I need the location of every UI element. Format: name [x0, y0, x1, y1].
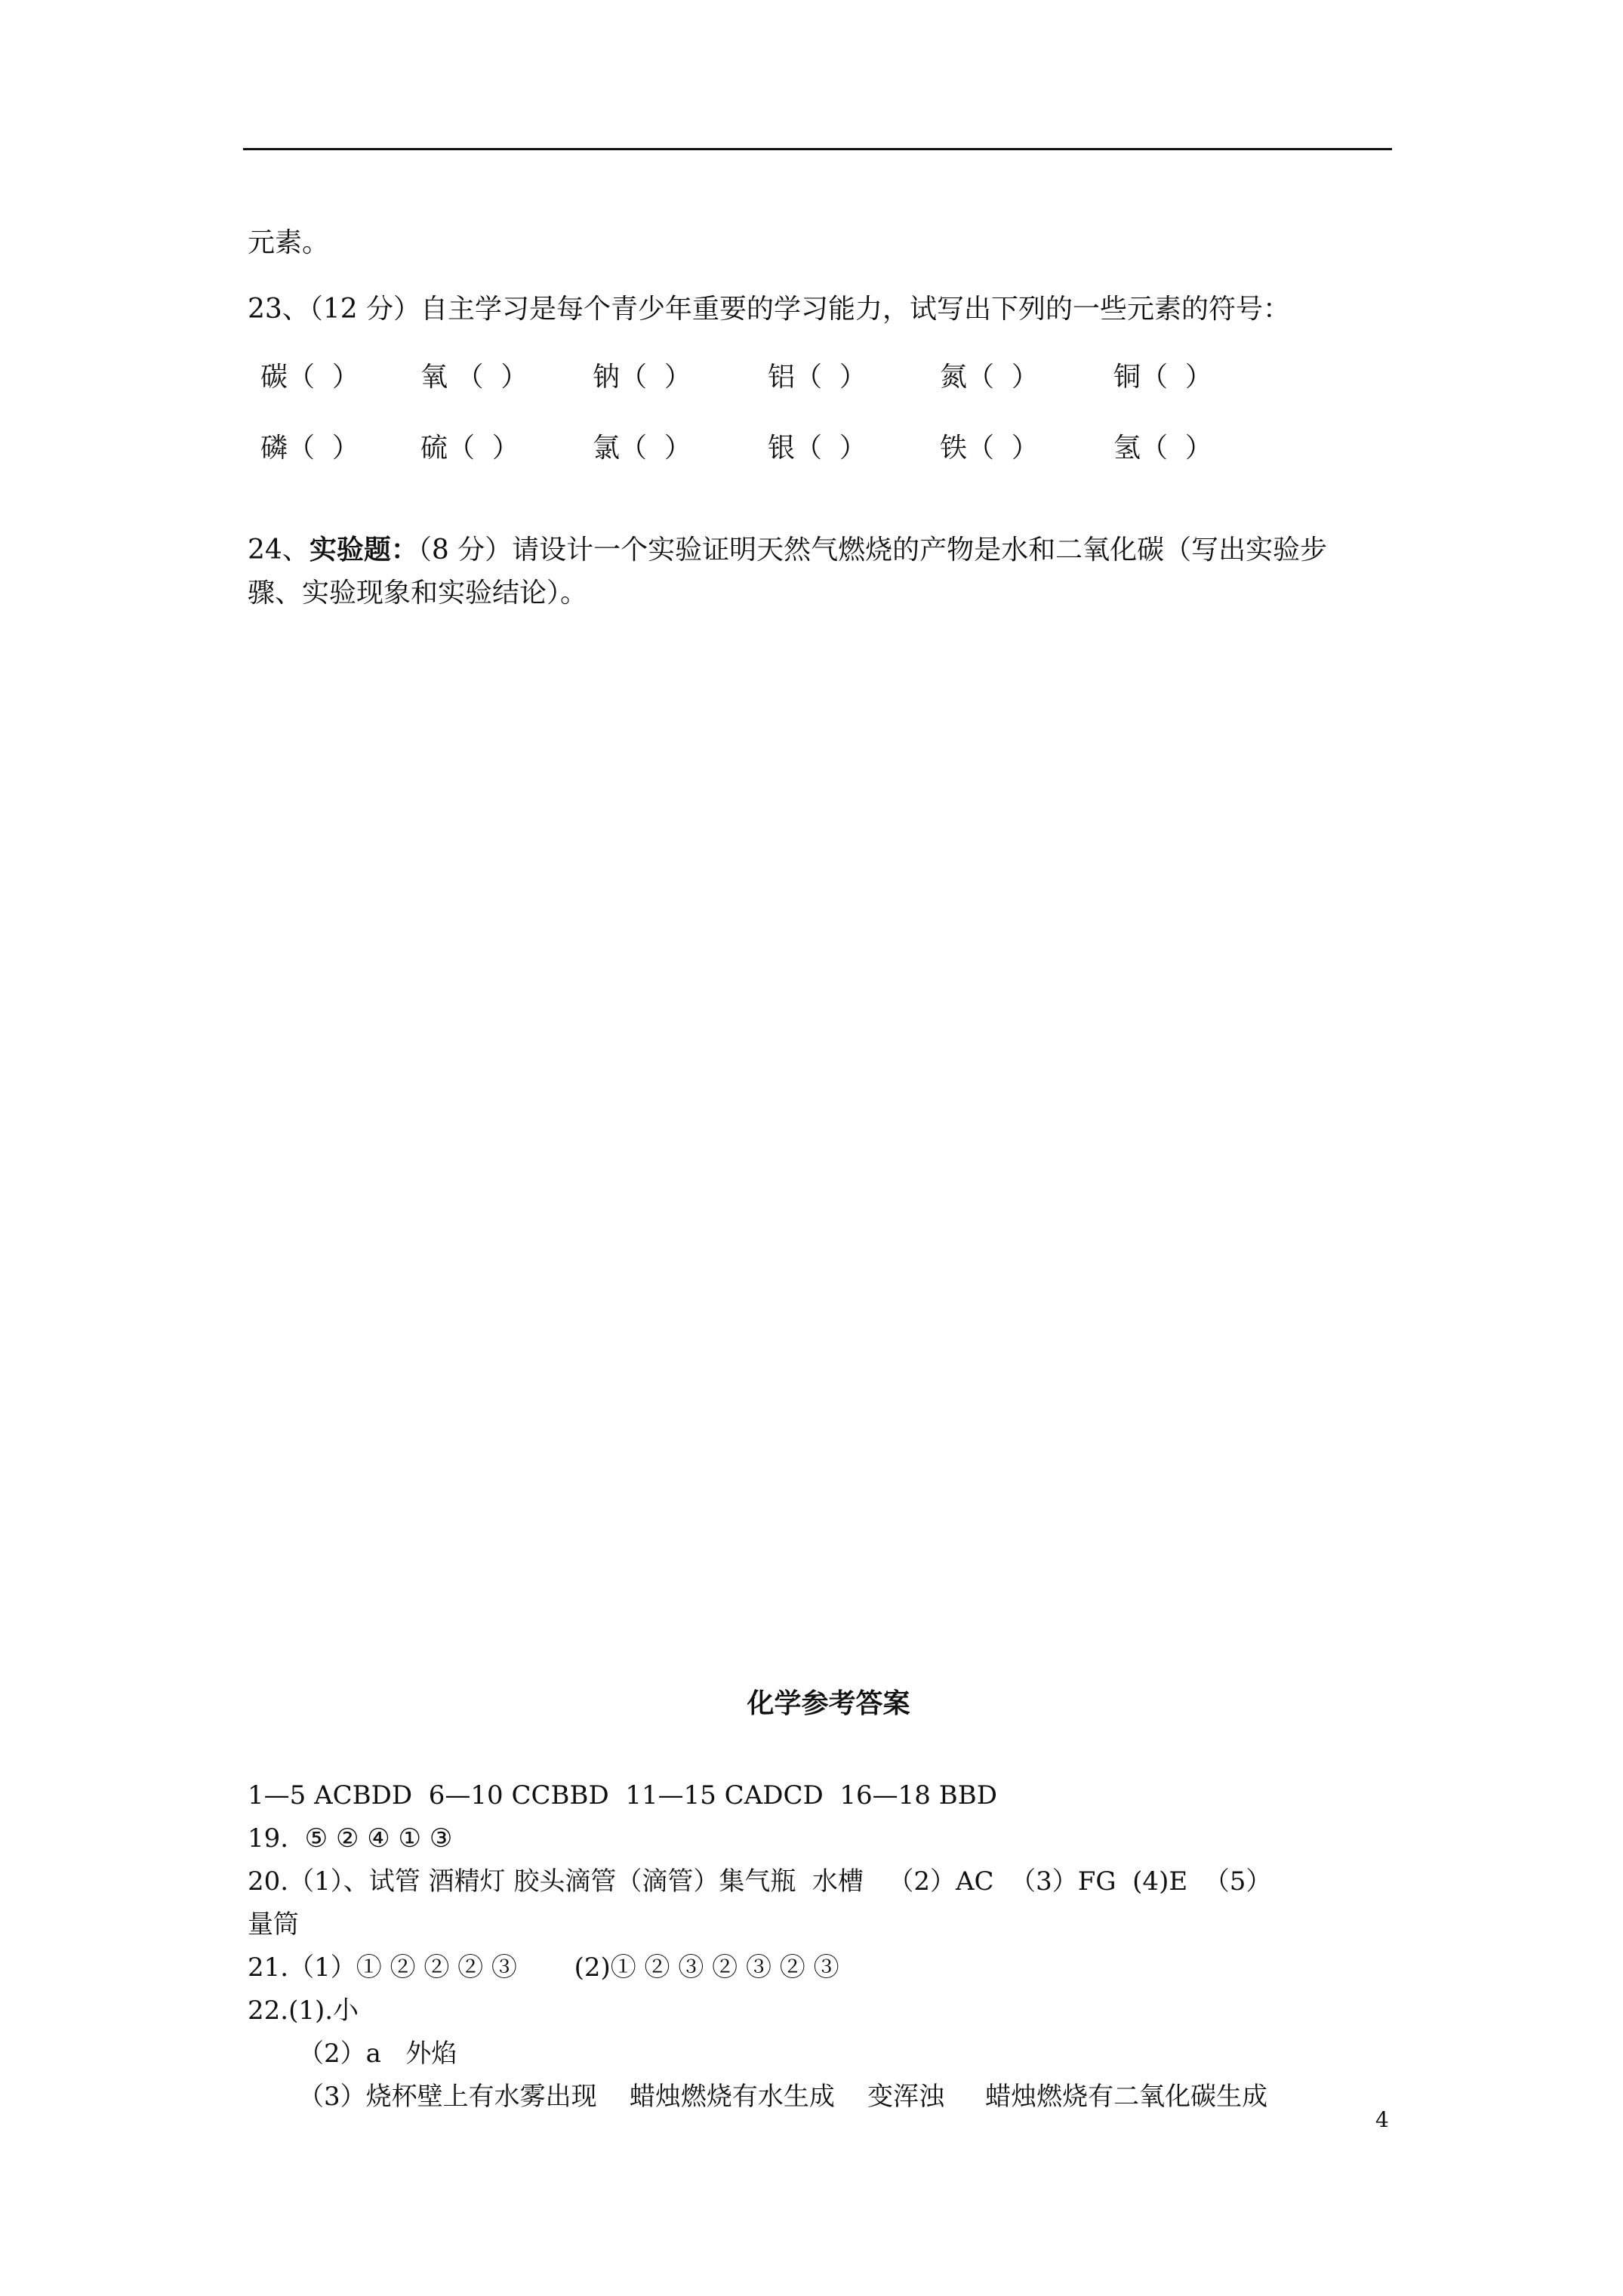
- question-24-text: （8 分）请设计一个实验证明天然气燃烧的产物是水和二氧化碳（写出实验步: [417, 535, 1328, 566]
- element-cell: 铝（ ）: [768, 362, 867, 393]
- answer-line: 21.（1）① ② ② ② ③ (2)① ② ③ ② ③ ② ③: [248, 1952, 839, 1983]
- question-24: [248, 533, 1327, 567]
- question-24-number: 24、: [248, 535, 310, 566]
- element-cell: 银（ ）: [768, 433, 867, 464]
- header-rule: [243, 148, 1392, 150]
- element-cell: 氢（ ）: [1113, 433, 1212, 464]
- question-23: 23、（12 分）自主学习是每个青少年重要的学习能力，试写出下列的一些元素的符号：: [248, 294, 1291, 325]
- continued-text: 元素。: [248, 227, 330, 258]
- answer-line: 19. ⑤ ② ④ ① ③: [248, 1823, 453, 1854]
- element-cell: 铜（ ）: [1113, 362, 1212, 393]
- element-cell: 磷（ ）: [260, 433, 359, 464]
- element-cell: 氧 （ ）: [420, 362, 528, 393]
- element-cell: 铁（ ）: [940, 433, 1039, 464]
- answers-title: 化学参考答案: [747, 1687, 910, 1719]
- element-cell: 钠（ ）: [593, 362, 691, 393]
- answer-line: 量筒: [248, 1909, 299, 1940]
- answer-line: 22.(1).小: [248, 1996, 359, 2026]
- answer-line: 20.（1）、试管 酒精灯 胶头滴管（滴管）集气瓶 水槽 （2）AC （3）FG (4)E （5）: [248, 1866, 1272, 1897]
- question-24-continued: 骤、实验现象和实验结论）。: [248, 578, 588, 609]
- question-24-label: 实验题：: [309, 534, 418, 566]
- answer-line: （3）烧杯壁上有水雾出现 蜡烛燃烧有水生成 变浑浊 蜡烛燃烧有二氧化碳生成: [298, 2082, 1268, 2112]
- element-cell: 碳（ ）: [260, 362, 359, 393]
- element-cell: 硫（ ）: [420, 433, 519, 464]
- page-number: 4: [1375, 2107, 1389, 2132]
- element-cell: 氮（ ）: [940, 362, 1039, 393]
- answer-line: （2）a 外焰: [298, 2039, 457, 2069]
- element-cell: 氯（ ）: [593, 433, 691, 464]
- answer-line: 1—5 ACBDD 6—10 CCBBD 11—15 CADCD 16—18 BBD: [248, 1780, 997, 1811]
